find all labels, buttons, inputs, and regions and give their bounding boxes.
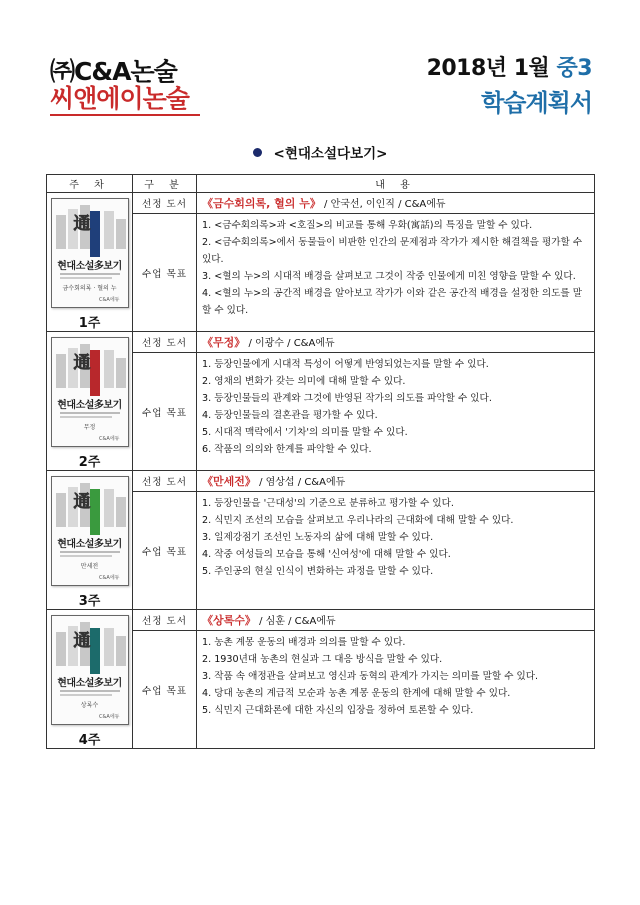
goal-item: 2. 영채의 변화가 갖는 의미에 대해 말할 수 있다. [202,376,406,387]
header-category: 구 분 [133,175,197,193]
goal-item: 2. 1930년대 농촌의 현실과 그 대응 방식을 말할 수 있다. [202,654,443,665]
header-week: 주 차 [47,175,133,193]
book-meta: / 이광수 / C&A에듀 [245,338,335,349]
week-cell [47,610,133,749]
section-heading [0,142,640,162]
cover-accent-bar [90,489,100,535]
week-label: 3주 [78,594,101,609]
book-row [47,471,595,492]
book-title: 《무정》 [202,336,246,349]
goal-item: 2. <금수회의록>에서 동물들이 비판한 인간의 문제점과 작가가 제시한 해결책을 평가할 수 있다. [202,237,583,265]
goal-item: 4. <혈의 누>의 공간적 배경을 알아보고 작가가 이와 같은 공간적 배경을 설정한 의도를 말할 수 있다. [202,288,582,316]
goal-item: 5. 주인공의 현실 인식이 변화하는 과정을 말할 수 있다. [202,566,434,577]
book-title: 《금수회의록, 혈의 누》 [202,197,321,210]
book-meta: / 심훈 / C&A에듀 [255,616,336,627]
brand-underline [50,114,200,116]
bullet-icon [253,148,262,157]
goal-label: 수업 목표 [133,631,197,749]
goal-item: 3. <혈의 누>의 시대적 배경을 살펴보고 그것이 작중 인물에게 미친 영향을 말할 수 있다. [202,271,576,282]
book-cover-image [51,337,129,447]
week-cell [47,193,133,332]
book-info [197,193,595,214]
goal-item: 4. 등장인물들의 결혼관을 평가할 수 있다. [202,410,378,421]
book-label: 선정 도서 [133,610,197,631]
week-label: 4주 [78,733,101,748]
goal-item: 1. 등장인물을 '근대성'의 기준으로 분류하고 평가할 수 있다. [202,498,454,509]
cover-title: 현대소설多보기 [57,400,122,411]
table-header-row [47,175,595,193]
book-row [47,610,595,631]
goal-label: 수업 목표 [133,492,197,610]
book-label: 선정 도서 [133,471,197,492]
grade-text: 중3 [556,56,592,81]
plan-date [427,51,592,82]
goal-label: 수업 목표 [133,353,197,471]
plan-title: 학습계획서 [481,89,592,117]
goal-item: 4. 작중 여성들의 모습을 통해 '신여성'에 대해 말할 수 있다. [202,549,451,560]
book-info [197,332,595,353]
week-cell [47,332,133,471]
goal-list [197,353,595,471]
section-title: <현대소설다보기> [273,146,388,162]
goal-item: 4. 당대 농촌의 계급적 모순과 농촌 계몽 운동의 한계에 대해 말할 수 있다. [202,688,511,699]
week-label: 1주 [78,316,101,331]
cover-char: 通 [73,353,91,373]
cover-char: 通 [73,492,91,512]
cover-book-name: 만세전 [80,563,99,570]
goal-label: 수업 목표 [133,214,197,332]
book-row [47,332,595,353]
goal-item: 3. 작품 속 애정관을 살펴보고 영신과 동혁의 관계가 가지는 의미를 말할 수 있다. [202,671,539,682]
goal-list [197,214,595,332]
book-label: 선정 도서 [133,332,197,353]
cover-accent-bar [90,350,100,396]
book-meta: / 염상섭 / C&A에듀 [255,477,346,488]
book-row [47,193,595,214]
date-text: 2018년 1월 [426,56,550,81]
goal-item: 5. 시대적 맥락에서 '기차'의 의미를 말할 수 있다. [202,427,408,438]
goal-item: 5. 식민지 근대화론에 대한 자신의 입장을 정하여 토론할 수 있다. [202,705,474,716]
cover-title: 현대소설多보기 [57,261,122,272]
book-cover-image [51,476,129,586]
book-label: 선정 도서 [133,193,197,214]
brand-korean-name: 씨앤에이논술 [50,84,189,113]
cover-char: 通 [73,631,91,651]
cover-char: 通 [73,214,91,234]
goal-item: 3. 등장인물들의 관계와 그것에 반영된 작가의 의도를 파악할 수 있다. [202,393,492,404]
book-info [197,610,595,631]
cover-book-name: 무정 [83,424,96,431]
cover-accent-bar [90,211,100,257]
cover-title: 현대소설多보기 [57,678,122,689]
goal-list [197,631,595,749]
book-title: 《만세전》 [202,475,256,488]
goal-item: 2. 식민지 조선의 모습을 살펴보고 우리나라의 근대화에 대해 말할 수 있다. [202,515,514,526]
cover-publisher: C&A에듀 [99,714,120,720]
cover-accent-bar [90,628,100,674]
goal-item: 3. 일제강점기 조선인 노동자의 삶에 대해 말할 수 있다. [202,532,434,543]
header-content: 내 용 [197,175,595,193]
plan-table [46,174,595,749]
book-cover-image [51,615,129,725]
week-cell [47,471,133,610]
book-cover-image [51,198,129,308]
book-info [197,471,595,492]
goal-item: 1. 농촌 계몽 운동의 배경과 의의를 말할 수 있다. [202,637,406,648]
goal-list [197,492,595,610]
cover-publisher: C&A에듀 [99,575,120,581]
cover-book-name: 금수회의록 · 혈의 누 [62,285,117,292]
brand-logo-text: ㈜C&A논술 [50,57,177,86]
cover-publisher: C&A에듀 [99,297,120,303]
goal-item: 1. 등장인물에게 시대적 특성이 어떻게 반영되었는지를 말할 수 있다. [202,359,489,370]
cover-publisher: C&A에듀 [99,436,120,442]
goal-item: 6. 작품의 의의와 한계를 파악할 수 있다. [202,444,372,455]
goal-item: 1. <금수회의록>과 <호질>의 비교를 통해 우화(寓話)의 특징을 말할 수 있다. [202,220,533,231]
cover-title: 현대소설多보기 [57,539,122,550]
book-title: 《상록수》 [202,614,256,627]
week-label: 2주 [78,455,101,470]
cover-book-name: 상록수 [80,702,99,709]
book-meta: / 안국선, 이인직 / C&A에듀 [320,199,446,210]
